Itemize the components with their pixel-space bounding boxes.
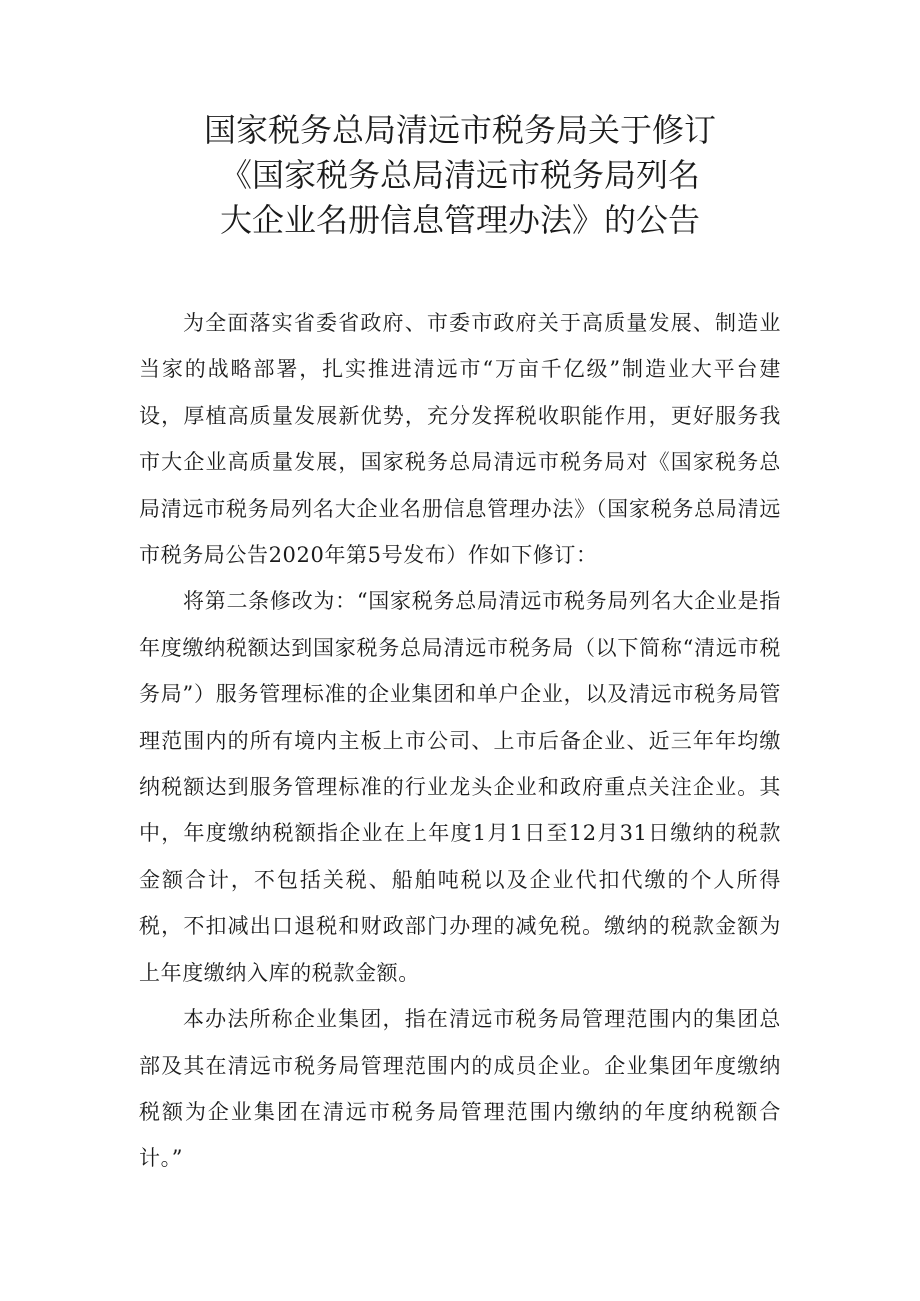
- title-line-3: 大企业名册信息管理办法》的公告: [219, 201, 700, 239]
- document-title: [120, 108, 800, 243]
- title-line-1: 国家税务总局清远市税务局关于修订: [203, 111, 716, 149]
- title-line-2: 《国家税务总局清远市税务局列名: [219, 156, 700, 194]
- paragraph-intro: 为全面落实省委省政府、市委市政府关于高质量发展、制造业当家的战略部署，扎实推进清远市“万亩千亿级”制造业大平台建设，厚植高质量发展新优势，充分发挥税收职能作用，更好服务我市大企业高质量发展，国家税务总局清远市税务局对《国家税务总局清远市税务局列名大企业名册信息管理办法》（国家税务总局清远市税务局公告2020年第5号发布）作如下修订：: [139, 311, 781, 568]
- paragraph-enterprise-group: 本办法所称企业集团，指在清远市税务局管理范围内的集团总部及其在清远市税务局管理范围内的成员企业。企业集团年度缴纳税额为企业集团在清远市税务局管理范围内缴纳的年度纳税额合计。”: [139, 1007, 781, 1171]
- paragraph-amendment: 将第二条修改为：“国家税务总局清远市税务局列名大企业是指年度缴纳税额达到国家税务总局清远市税务局（以下简称“清远市税务局”）服务管理标准的企业集团和单户企业，以及清远市税务局管理范围内的所有境内主板上市公司、上市后备企业、近三年年均缴纳税额达到服务管理标准的行业龙头企业和政府重点关注企业。其中，年度缴纳税额指企业在上年度1月1日至12月31日缴纳的税款金额合计，不包括关税、船舶吨税以及企业代扣代缴的个人所得税，不扣减出口退税和财政部门办理的减免税。缴纳的税款金额为上年度缴纳入库的税款金额。: [139, 589, 781, 985]
- document-body: [139, 300, 781, 1182]
